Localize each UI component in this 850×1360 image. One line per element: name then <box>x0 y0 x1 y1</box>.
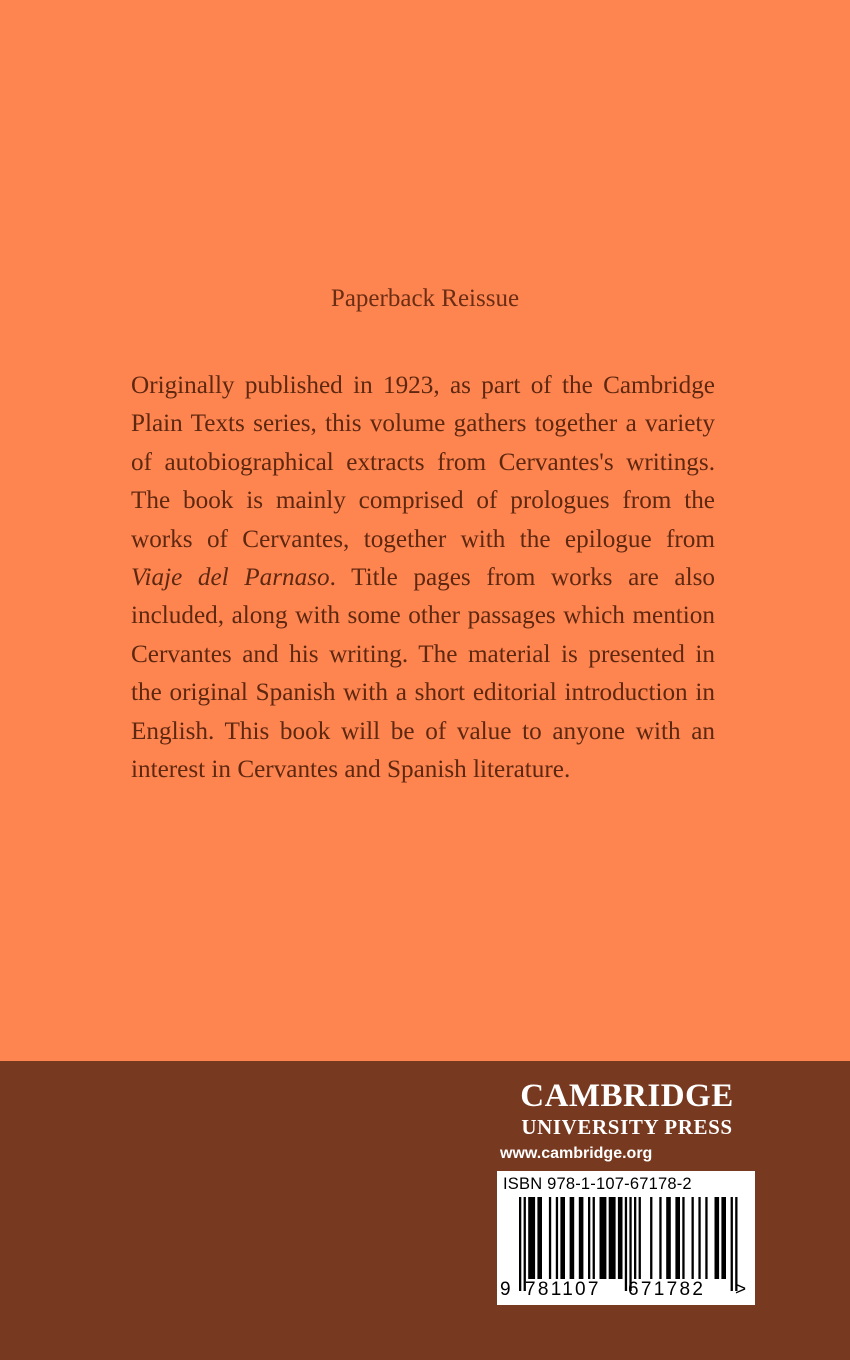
barcode-bar <box>588 1197 590 1279</box>
barcode-guard-bar <box>735 1197 737 1291</box>
barcode-bar <box>659 1197 661 1279</box>
barcode-bar <box>721 1197 726 1279</box>
barcode-guard-bar <box>519 1197 521 1291</box>
barcode-left-digits: 781107 <box>525 1279 601 1300</box>
barcode-bar <box>579 1197 584 1279</box>
publisher-url: www.cambridge.org <box>500 1145 653 1162</box>
barcode-bar <box>698 1197 700 1279</box>
blurb-text-part-2: . Title pages from works are also included, along with some other passages which mention Cervantes and his writing. The material is presented in the original Spanish with a short editorial introduction in English. This book will be of value to anyone with an interest in Cervantes and Spanish literature. <box>131 564 715 784</box>
barcode-guard-bar <box>524 1197 526 1291</box>
isbn-label: ISBN 978-1-107-67178-2 <box>503 1175 692 1193</box>
barcode-guard-bar <box>731 1197 733 1291</box>
barcode-bar <box>675 1197 680 1279</box>
barcode-quiet-marker: > <box>735 1279 747 1300</box>
barcode-bar <box>639 1197 641 1279</box>
barcode-bar <box>634 1197 636 1279</box>
barcode-bar <box>609 1197 616 1279</box>
barcode-guard-bar <box>625 1197 627 1291</box>
barcode-bar <box>593 1197 595 1279</box>
work-title-italic: Viaje del Parnaso <box>131 564 330 592</box>
blurb-text-part-1: Originally published in 1923, as part of the Cambridge Plain Texts series, this volume gathers together a variety of autobiographical extracts from Cervantes's writings. The book is mainly comprised of prologues from the works of Cervantes, together with the epilogue from <box>131 372 715 553</box>
barcode-bar <box>618 1197 623 1279</box>
barcode-lead-digit: 9 <box>500 1279 511 1300</box>
barcode-bar <box>537 1197 542 1279</box>
edition-heading: Paperback Reissue <box>330 285 520 312</box>
barcode-bar <box>528 1197 535 1279</box>
barcode-bar <box>692 1197 694 1279</box>
isbn-barcode <box>497 1171 755 1305</box>
publisher-name: CAMBRIDGE <box>520 1078 734 1114</box>
barcode-bar <box>570 1197 575 1279</box>
barcode-bar <box>715 1197 720 1279</box>
barcode-bar <box>549 1197 551 1279</box>
barcode-bar <box>556 1197 558 1279</box>
barcode-bar <box>560 1197 565 1279</box>
publisher-subname: UNIVERSITY PRESS <box>521 1115 733 1139</box>
barcode-right-digits: 671782 <box>628 1279 706 1300</box>
barcode-bar <box>600 1197 607 1279</box>
barcode-bar <box>705 1197 707 1279</box>
barcode-bar <box>682 1197 684 1279</box>
barcode-bar <box>650 1197 652 1279</box>
barcode-guard-bar <box>629 1197 631 1291</box>
barcode-bar <box>666 1197 671 1279</box>
description-blurb <box>131 367 715 789</box>
